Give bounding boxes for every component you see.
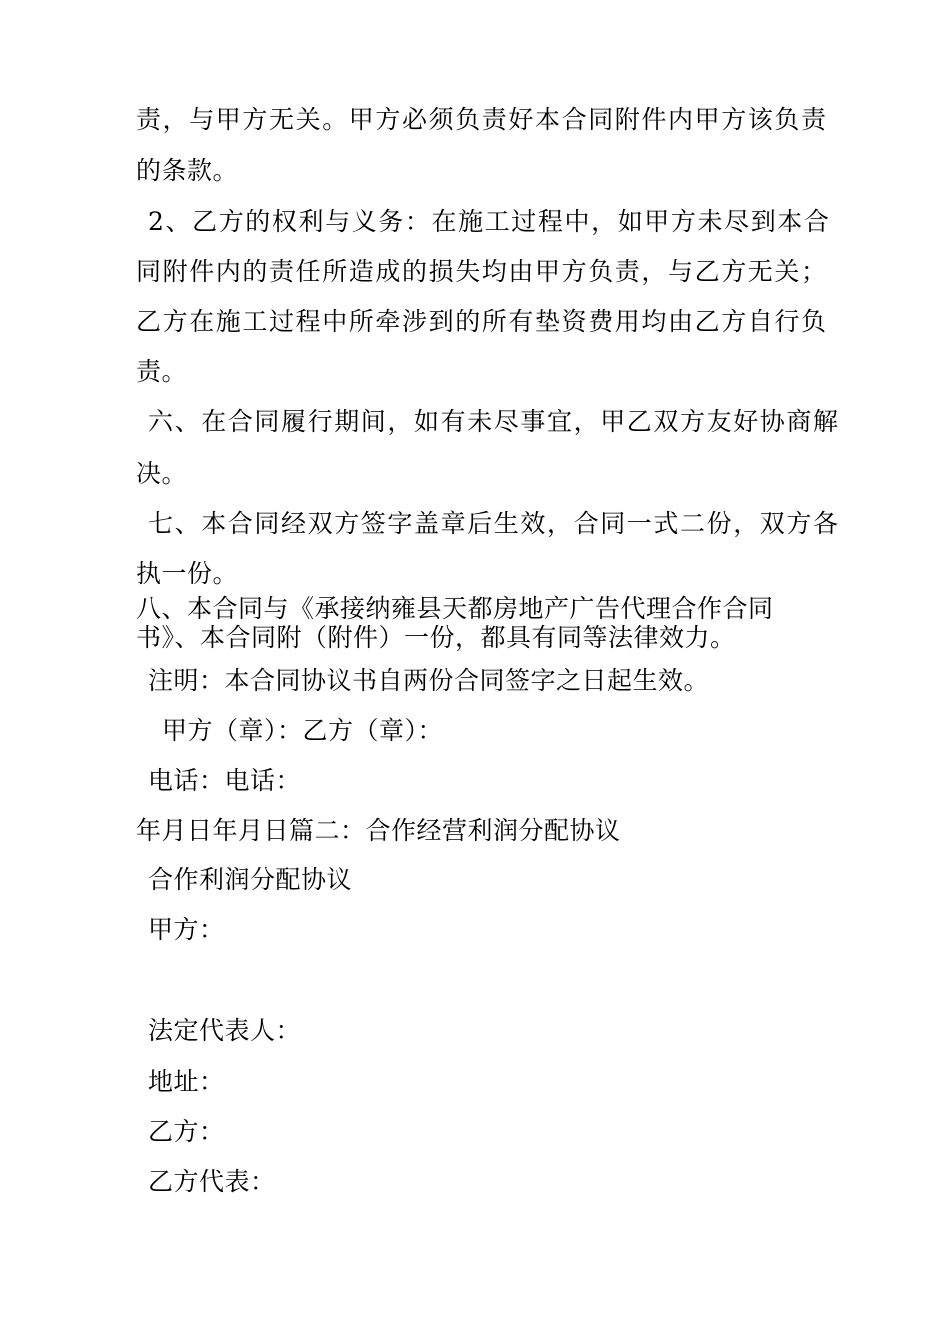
address-field: 地址： [148, 1067, 225, 1096]
party-b-field: 乙方： [148, 1117, 225, 1146]
paragraph-line: 2、乙方的权利与义务：在施工过程中，如甲方未尽到本合 [148, 207, 831, 236]
agreement-title: 合作利润分配协议 [148, 865, 353, 894]
phone-line: 电话：电话： [148, 766, 302, 795]
paragraph-line: 执一份。 [136, 559, 239, 588]
party-b-representative-field: 乙方代表： [148, 1167, 276, 1196]
paragraph-line: 责，与甲方无关。甲方必须负责好本合同附件内甲方该负责 [136, 105, 828, 134]
date-line: 年月日年月日篇二：合作经营利润分配协议 [136, 816, 621, 845]
paragraph-line: 六、在合同履行期间，如有未尽事宜，甲乙双方友好协商解 [148, 407, 840, 436]
paragraph-line: 责。 [136, 357, 188, 386]
party-a-field: 甲方： [148, 915, 225, 944]
legal-representative-field: 法定代表人： [148, 1016, 302, 1045]
seal-line: 甲方（章）：乙方（章）： [162, 716, 444, 745]
paragraph-line: 乙方在施工过程中所牵涉到的所有垫资费用均由乙方自行负 [136, 307, 828, 336]
paragraph-line: 同附件内的责任所造成的损失均由甲方负责，与乙方无关； [136, 257, 828, 286]
paragraph-line: 决。 [136, 459, 188, 488]
paragraph-line: 书》、本合同附（附件）一份，都具有同等法律效力。 [136, 623, 736, 652]
note-line: 注明：本合同协议书自两份合同签字之日起生效。 [148, 666, 710, 695]
paragraph-line: 的条款。 [136, 156, 239, 185]
paragraph-line: 七、本合同经双方签字盖章后生效，合同一式二份，双方各 [148, 509, 840, 538]
paragraph-line: 八、本合同与《承接纳雍县天都房地产广告代理合作合同 [136, 594, 774, 623]
